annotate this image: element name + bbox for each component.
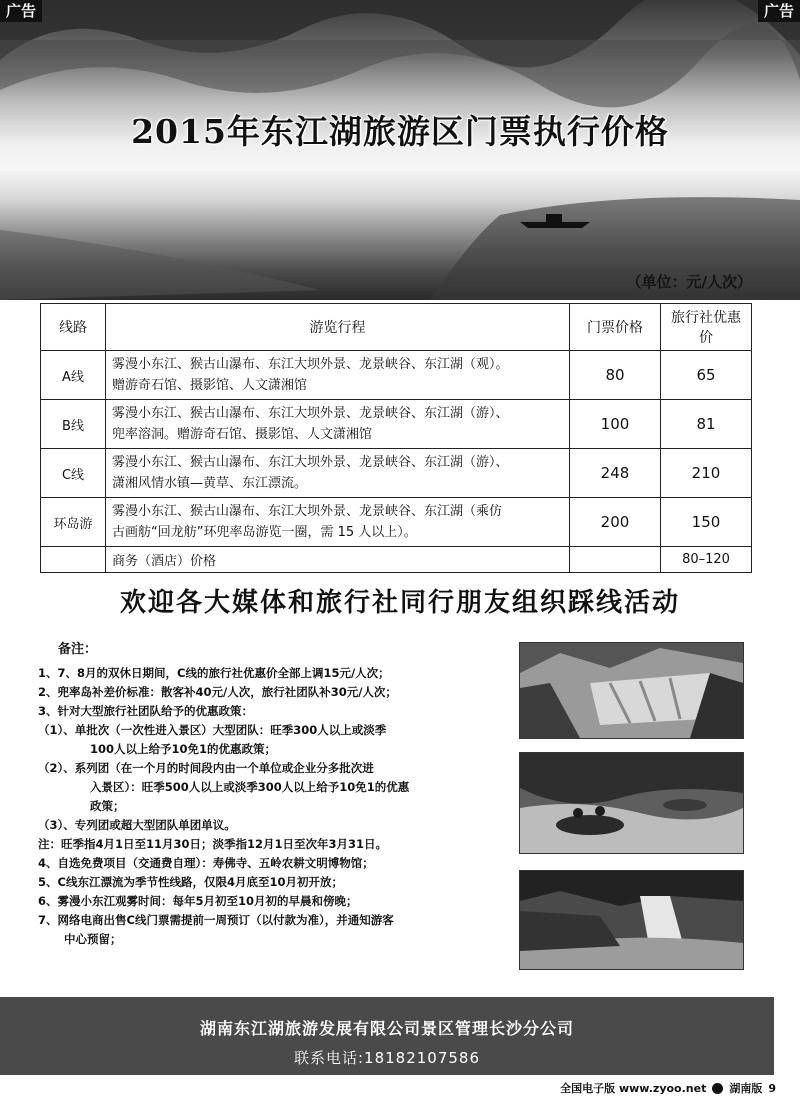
itinerary-line: 古画舫“回龙舫”环兜率岛游览一圈，需 15 人以上）。 (112, 525, 417, 540)
itinerary-line: 兜率溶洞。赠游奇石馆、摄影馆、人文潇湘馆 (112, 427, 373, 442)
table-row (41, 400, 752, 449)
itinerary-line: 雾漫小东江、猴古山瀑布、东江大坝外景、龙景峡谷、东江湖（游）、 (112, 406, 509, 421)
header-agency-price: 旅行社优惠价 (661, 304, 752, 351)
note-item: 5、C线东江漂流为季节性线路，仅限4月底至10月初开放； (38, 875, 343, 889)
notes-section (38, 640, 508, 949)
rafting-photo (519, 752, 744, 854)
business-label: 商务（酒店）价格 (106, 547, 570, 573)
empty-cell (570, 547, 661, 573)
unit-label: （单位：元/人次） (626, 273, 752, 291)
header-itinerary: 游览行程 (106, 304, 570, 351)
price-table (40, 303, 752, 573)
header-ticket-price: 门票价格 (570, 304, 661, 351)
agency-price: 150 (661, 498, 752, 547)
page-number: 9 (768, 1081, 776, 1095)
itinerary-cell (106, 498, 570, 547)
itinerary-line: 雾漫小东江、猴古山瀑布、东江大坝外景、龙景峡谷、东江湖（游）、 (112, 455, 509, 470)
itinerary-line: 赠游奇石馆、摄影馆、人文潇湘馆 (112, 378, 308, 393)
dam-photo (519, 642, 744, 739)
note-item: 3、针对大型旅行社团队给予的优惠政策： (38, 704, 253, 718)
note-item: （1）、单批次（一次性进入景区）大型团队：旺季300人以上或淡季 (38, 723, 387, 737)
note-item: （2）、系列团（在一个月的时间段内由一个单位或企业分多批次进 (38, 761, 374, 775)
ticket-price: 248 (570, 449, 661, 498)
itinerary-cell (106, 400, 570, 449)
side-margin-mark (780, 1000, 796, 1090)
note-item: 入景区）：旺季500人以上或淡季300人以上给予10免1的优惠 (90, 780, 410, 794)
itinerary-line: 雾漫小东江、猴古山瀑布、东江大坝外景、龙景峡谷、东江湖（乘仿 (112, 504, 503, 519)
note-item: 政策； (90, 799, 125, 813)
welcome-banner: 欢迎各大媒体和旅行社同行朋友组织踩线活动 (119, 588, 680, 618)
hero-banner (0, 0, 800, 300)
site-label: 全国电子版 www.zyoo.net (560, 1082, 707, 1095)
waterfall-photo (519, 870, 744, 970)
agency-price: 65 (661, 351, 752, 400)
note-item: 100人以上给予10免1的优惠政策； (90, 742, 277, 756)
company-name: 湖南东江湖旅游发展有限公司景区管理长沙分公司 (199, 1019, 574, 1038)
note-item: 中心预留； (64, 932, 122, 946)
itinerary-line: 潇湘风情水镇—黄草、东江漂流。 (112, 476, 308, 491)
note-item: 1、7、8月的双休日期间，C线的旅行社优惠价全部上调15元/人次； (38, 666, 390, 680)
route-name: B线 (41, 400, 106, 449)
note-item: 7、网络电商出售C线门票需提前一周预订（以付款为准），并通知游客 (38, 913, 394, 927)
page-footer (560, 1080, 776, 1096)
ad-tag-left: 广告 (0, 0, 42, 22)
ad-tag-right: 广告 (758, 0, 800, 22)
agency-price: 81 (661, 400, 752, 449)
note-item: （3）、专列团或超大型团队单团单议。 (38, 818, 236, 832)
ticket-price: 200 (570, 498, 661, 547)
note-item: 注：旺季指4月1日至11月30日；淡季指12月1日至次年3月31日。 (38, 837, 388, 851)
company-footer (0, 997, 774, 1075)
route-name: C线 (41, 449, 106, 498)
ticket-price: 80 (570, 351, 661, 400)
route-name: A线 (41, 351, 106, 400)
table-header-row (41, 304, 752, 351)
route-name: 环岛游 (41, 498, 106, 547)
note-item: 2、兜率岛补差价标准：散客补40元/人次，旅行社团队补30元/人次； (38, 685, 397, 699)
business-price-row (41, 547, 752, 573)
edition-label: 湖南版 (729, 1082, 763, 1095)
agency-price: 210 (661, 449, 752, 498)
note-item: 6、雾漫小东江观雾时间：每年5月初至10月初的早晨和傍晚； (38, 894, 358, 908)
notes-title: 备注： (58, 642, 98, 657)
header-route: 线路 (41, 304, 106, 351)
logo-icon (712, 1083, 723, 1094)
table-row (41, 449, 752, 498)
business-price: 80–120 (661, 547, 752, 573)
table-row (41, 498, 752, 547)
page-title: 2015年东江湖旅游区门票执行价格 (131, 112, 669, 151)
table-row (41, 351, 752, 400)
empty-cell (41, 547, 106, 573)
itinerary-cell (106, 449, 570, 498)
itinerary-cell (106, 351, 570, 400)
note-item: 4、自选免费项目（交通费自理）：寿佛寺、五岭农耕文明博物馆； (38, 856, 374, 870)
ticket-price: 100 (570, 400, 661, 449)
contact-phone: 联系电话:18182107586 (293, 1049, 481, 1067)
itinerary-line: 雾漫小东江、猴古山瀑布、东江大坝外景、龙景峡谷、东江湖（观）。 (112, 357, 509, 372)
